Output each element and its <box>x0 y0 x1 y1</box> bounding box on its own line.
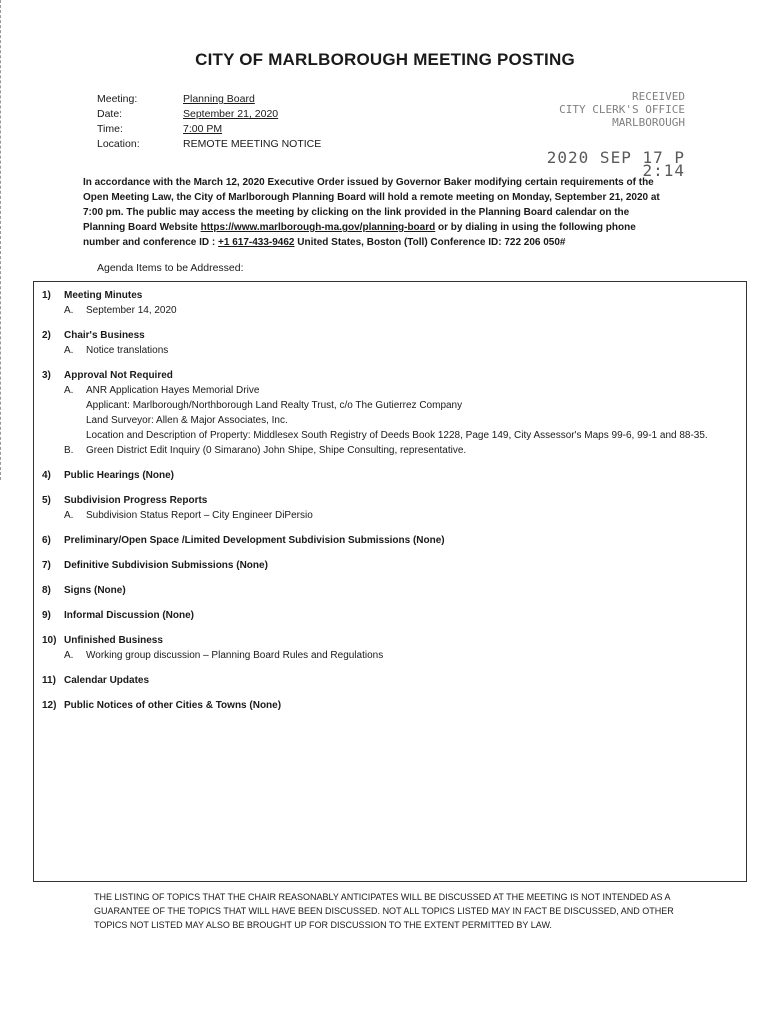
agenda-label: Agenda Items to be Addressed: <box>97 262 244 274</box>
agenda-item-1 <box>42 288 742 318</box>
intro-text-3: United States, Boston (Toll) Conference ID: 722 206 050# <box>294 237 566 248</box>
stamp-date: 2020 SEP 17 P 2:14 <box>546 148 685 180</box>
item-number: 7) <box>42 560 51 571</box>
intro-paragraph <box>83 175 663 250</box>
date-value: September 21, 2020 <box>183 108 279 120</box>
meeting-label: Meeting: <box>97 93 138 105</box>
item-number: 8) <box>42 585 51 596</box>
meeting-info <box>97 92 321 152</box>
agenda-item-11 <box>42 673 742 688</box>
item-title: Calendar Updates <box>64 675 150 686</box>
phone-number[interactable]: +1 617-433-9462 <box>218 237 295 248</box>
intro-text: In accordance with the March 12, 2020 Executive Order issued by Governor Baker modifying certain requirements of the Open Meeting Law, the City of Marlborough Planning Board will hold a remote meeting on Monday, September 21, 2020 at 7:00 pm. The public may access the meeting by clicking on the link provided in the Planning Board calendar on the Planning Board Website <box>83 177 660 233</box>
sub-letter: B. <box>64 445 74 456</box>
date-row <box>97 107 321 122</box>
item-title: Definitive Subdivision Submissions (None) <box>64 560 268 571</box>
agenda-item-8 <box>42 583 742 598</box>
sub-text: September 14, 2020 <box>86 305 177 316</box>
location-row <box>97 137 321 152</box>
agenda-item-3 <box>42 368 742 458</box>
item-number: 11) <box>42 675 56 686</box>
item-number: 9) <box>42 610 51 621</box>
item-number: 3) <box>42 370 51 381</box>
agenda-item-12 <box>42 698 742 713</box>
location-label: Location: <box>97 138 140 150</box>
item-title: Chair's Business <box>64 330 145 341</box>
agenda-item-2 <box>42 328 742 358</box>
time-value: 7:00 PM <box>183 123 223 135</box>
item-title: Preliminary/Open Space /Limited Development Subdivision Submissions (None) <box>64 535 445 546</box>
intro-text-2: or by dialing in using the following phone number and conference ID : <box>83 222 636 248</box>
received-stamp <box>535 90 685 180</box>
sub-letter: A. <box>64 345 74 356</box>
applicant-detail: Applicant: Marlborough/Northborough Land Realty Trust, c/o The Gutierrez Company <box>86 400 463 411</box>
item-title: Approval Not Required <box>64 370 173 381</box>
item-title: Public Hearings (None) <box>64 470 175 481</box>
location-detail: Location and Description of Property: Middlesex South Registry of Deeds Book 1228, Page 149, City Assessor's Maps 99-6, 99-1 and 88-35. <box>86 430 708 441</box>
item-title: Informal Discussion (None) <box>64 610 195 621</box>
time-row <box>97 122 321 137</box>
item-title: Public Notices of other Cities & Towns (None) <box>64 700 282 711</box>
sub-text: Subdivision Status Report – City Engineer DiPersio <box>86 510 313 521</box>
sub-letter: A. <box>64 305 74 316</box>
agenda-item-7 <box>42 558 742 573</box>
scan-edge-line <box>0 0 3 480</box>
page-title: CITY OF MARLBOROUGH MEETING POSTING <box>195 50 575 69</box>
sub-text: Green District Edit Inquiry (0 Simarano) John Shipe, Shipe Consulting, representative. <box>86 445 467 456</box>
item-title: Signs (None) <box>64 585 126 596</box>
item-number: 12) <box>42 700 57 711</box>
agenda-list <box>42 288 742 723</box>
item-title: Unfinished Business <box>64 635 163 646</box>
planning-board-link[interactable]: https://www.marlborough-ma.gov/planning-board <box>200 222 436 233</box>
item-title: Meeting Minutes <box>64 290 143 301</box>
item-number: 10) <box>42 635 57 646</box>
item-title: Subdivision Progress Reports <box>64 495 208 506</box>
date-label: Date: <box>97 108 123 120</box>
sub-text: ANR Application Hayes Memorial Drive <box>86 385 260 396</box>
item-number: 1) <box>42 290 51 301</box>
agenda-item-10 <box>42 633 742 663</box>
item-number: 5) <box>42 495 51 506</box>
location-value: REMOTE MEETING NOTICE <box>183 138 322 150</box>
agenda-item-5 <box>42 493 742 523</box>
meeting-row <box>97 92 321 107</box>
disclaimer: THE LISTING OF TOPICS THAT THE CHAIR REASONABLY ANTICIPATES WILL BE DISCUSSED AT THE MEETING IS NOT INTENDED AS A GUARANTEE OF THE TOPICS THAT WILL HAVE BEEN DISCUSSED. NOT ALL TOPICS LISTED MAY IN FACT BE DISCUSSED, AND OTHER TOPICS NOT LISTED MAY ALSO BE BROUGHT UP FOR DISCUSSION TO THE EXTENT PERMITTED BY LAW. <box>94 892 674 930</box>
sub-text: Notice translations <box>86 345 169 356</box>
stamp-line-1: RECEIVED <box>632 90 685 103</box>
agenda-item-4 <box>42 468 742 483</box>
stamp-line-2: CITY CLERK'S OFFICE <box>559 103 685 116</box>
item-number: 4) <box>42 470 51 481</box>
sub-text: Working group discussion – Planning Board Rules and Regulations <box>86 650 384 661</box>
sub-letter: A. <box>64 650 74 661</box>
time-label: Time: <box>97 123 123 135</box>
stamp-line-3: MARLBOROUGH <box>612 116 685 129</box>
item-number: 6) <box>42 535 51 546</box>
sub-letter: A. <box>64 385 74 396</box>
item-number: 2) <box>42 330 51 341</box>
agenda-item-6 <box>42 533 742 548</box>
meeting-value: Planning Board <box>183 93 255 105</box>
surveyor-detail: Land Surveyor: Allen & Major Associates, Inc. <box>86 415 288 426</box>
agenda-item-9 <box>42 608 742 623</box>
sub-letter: A. <box>64 510 74 521</box>
